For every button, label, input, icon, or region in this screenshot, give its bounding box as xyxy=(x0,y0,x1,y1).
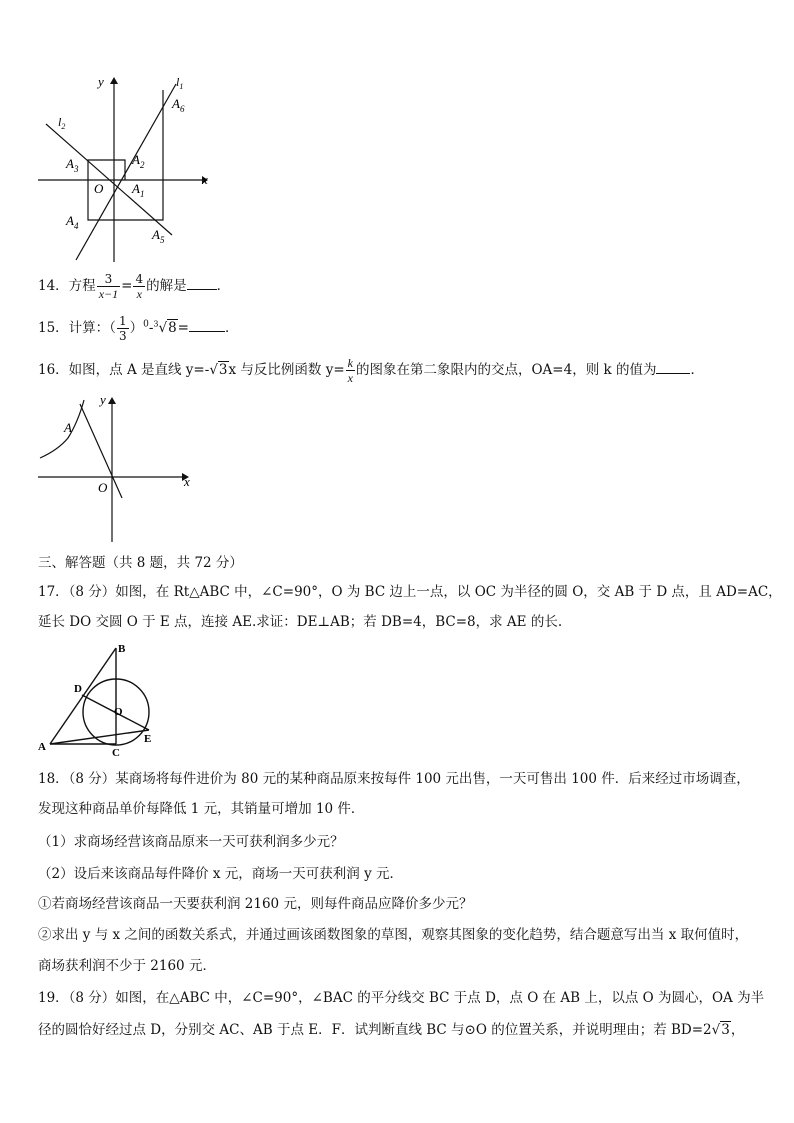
x-axis-label: x xyxy=(184,474,190,489)
question-18-sub-2: （2）设后来该商品每件降价 x 元，商场一天可获利润 y 元． xyxy=(38,866,403,882)
spiral-path xyxy=(88,90,163,220)
point-a1-label: $A_1$ xyxy=(132,181,145,199)
label-b: B xyxy=(118,643,126,655)
point-a-label: A xyxy=(64,420,72,435)
question-18-sub-2a: ①若商场经营该商品一天要获利润 2160 元，则每件商品应降价多少元？ xyxy=(38,896,473,912)
l2-label: $l_2$ xyxy=(58,115,66,131)
question-14: 14．方程 $\frac{3}{x-1}$ = $\frac{4}{x}$ 的解是 ． xyxy=(38,272,231,301)
fraction-k-over-x: $\frac{k}{x}$ xyxy=(347,356,353,385)
question-18-sub-2b-line-2: 商场获利润不少于 2160 元． xyxy=(38,958,216,974)
label-d: D xyxy=(74,683,82,695)
point-a4-label: $A_4$ xyxy=(66,213,79,231)
question-17-line-1: 17．（8 分）如图，在 Rt△ABC 中，∠C=90°，O 为 BC 边上一点，以 OC 为半径的圆 O，交 AB 于 D 点，且 AD=AC， xyxy=(38,584,782,600)
fraction-rhs: $\frac{4}{x}$ xyxy=(135,272,144,301)
question-18-line-1: 18．（8 分）某商场将每件进价为 80 元的某种商品原来按每件 100 元出售，一天可售出 100 件．后来经过市场调查， xyxy=(38,771,750,787)
label-c: C xyxy=(112,747,120,758)
figure-hyperbola xyxy=(36,392,201,544)
line-l1 xyxy=(76,84,176,260)
point-a3-label: $A_3$ xyxy=(66,156,79,174)
section-3-heading: 三、解答题（共 8 题，共 72 分） xyxy=(38,555,243,571)
figure-triangle-circle xyxy=(36,640,166,758)
question-18-line-2: 发现这种商品单价每降低 1 元，其销量可增加 10 件． xyxy=(38,801,365,817)
question-18-sub-2b-line-1: ②求出 y 与 x 之间的函数关系式，并通过画该函数图象的草图，观察其图象的变化趋势，结合题意写出当 x 取何值时， xyxy=(38,927,749,943)
origin-label: O xyxy=(94,181,104,196)
point-a2-label: $A_2$ xyxy=(132,152,145,170)
y-axis-arrow xyxy=(110,77,118,84)
question-16: 16．如图，点 A 是直线 y=-√3x 与反比例函数 y= $\frac{k}{x}$ 的图象在第二象限内的交点，OA=4，则 k 的值为 ． xyxy=(38,356,704,385)
question-19-line-1: 19．（8 分）如图，在△ABC 中，∠C=90°，∠BAC 的平分线交 BC 于点 D，点 O 在 AB 上，以点 O 为圆心，OA 为半 xyxy=(38,990,765,1006)
fraction-one-third: $\frac{1}{3}$ xyxy=(118,314,127,343)
answer-blank[interactable] xyxy=(187,275,217,290)
figure-coordinate-lines xyxy=(36,70,216,265)
x-axis-label: x xyxy=(202,172,208,187)
point-a6-label: $A_6$ xyxy=(172,96,185,114)
y-axis-label: y xyxy=(98,74,104,89)
point-a5-label: $A_5$ xyxy=(152,227,165,245)
label-o: O xyxy=(114,706,123,718)
origin-label: O xyxy=(98,480,108,495)
y-axis-arrow xyxy=(108,397,116,404)
question-18-sub-1: （1）求商场经营该商品原来一天可获利润多少元？ xyxy=(38,834,344,850)
hyperbola-curve xyxy=(40,400,84,458)
answer-blank[interactable] xyxy=(189,317,225,332)
question-17-line-2: 延长 DO 交圆 O 于 E 点，连接 AE.求证：DE⊥AB；若 DB=4，BC=8，求 AE 的长. xyxy=(38,614,563,630)
label-e: E xyxy=(144,733,152,745)
l1-label: $l_1$ xyxy=(176,75,184,91)
y-axis-label: y xyxy=(100,392,106,407)
label-a: A xyxy=(38,741,46,753)
fraction-lhs: $\frac{3}{x-1}$ xyxy=(98,272,119,301)
question-15: 15．计算：（ $\frac{1}{3}$ ）$^0$-$^3$√8= ． xyxy=(38,314,239,343)
segment-ae xyxy=(50,730,152,745)
question-19-line-2: 径的圆恰好经过点 D，分别交 AC、AB 于点 E．F．试判断直线 BC 与⊙O 的位置关系，并说明理由；若 BD=2√3， xyxy=(38,1022,745,1038)
answer-blank[interactable] xyxy=(656,359,690,374)
